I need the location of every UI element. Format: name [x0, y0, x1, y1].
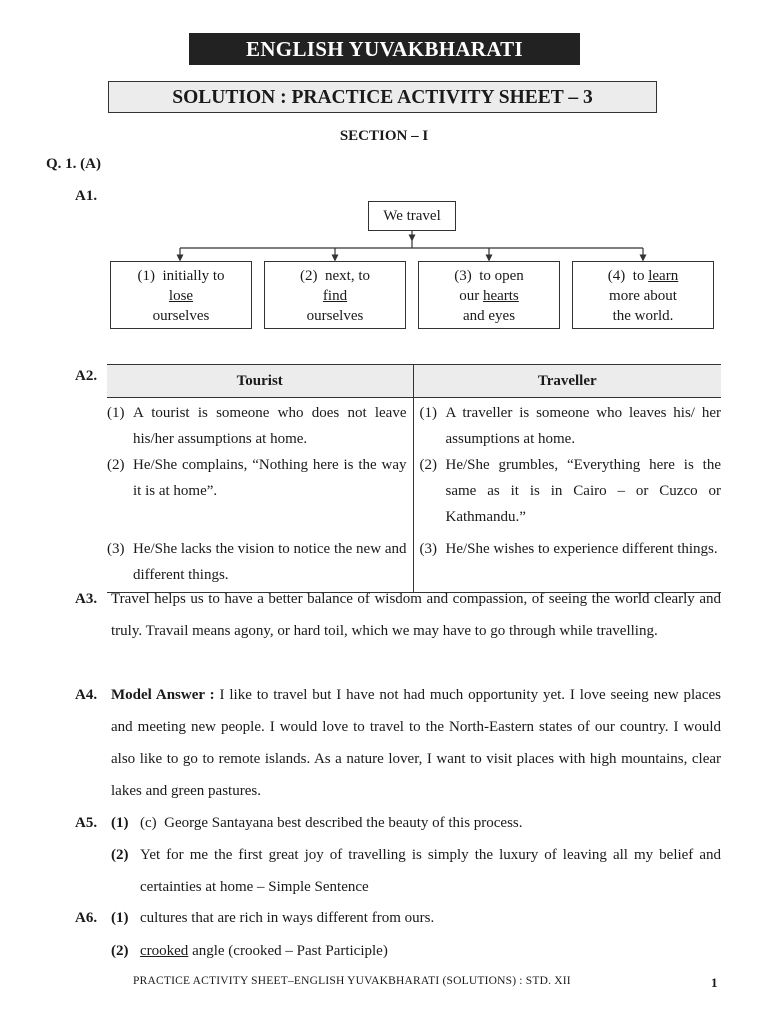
- a3-label: A3.: [75, 591, 98, 607]
- a4-label: A4.: [75, 687, 98, 703]
- diagram-root-node: We travel: [368, 201, 456, 231]
- question-label: Q. 1. (A): [46, 156, 101, 172]
- table-header-tourist: Tourist: [107, 365, 413, 398]
- a1-label: A1.: [75, 188, 98, 204]
- page-footer: PRACTICE ACTIVITY SHEET–ENGLISH YUVAKBHARATI (SOLUTIONS) : STD. XII: [133, 975, 571, 987]
- diagram-leaf-1: (1) initially to lose ourselves: [110, 261, 252, 329]
- diagram-leaf-3: (3) to open our hearts and eyes: [418, 261, 560, 329]
- a2-label: A2.: [75, 368, 98, 384]
- a5-item-1: (c) George Santayana best described the beauty of this process.: [140, 815, 523, 831]
- a5-item-1-num: (1): [111, 815, 129, 831]
- table-row: (3) He/She lacks the vision to notice the new and different things. (3) He/She wishes to experience different things.: [107, 536, 721, 593]
- table-header-traveller: Traveller: [413, 365, 721, 398]
- a6-label: A6.: [75, 910, 98, 926]
- document-title: ENGLISH YUVAKBHARATI: [189, 33, 580, 65]
- section-heading: SECTION – I: [339, 128, 429, 144]
- a6-item-1-num: (1): [111, 910, 129, 926]
- page-number: 1: [711, 975, 718, 990]
- document-subtitle: SOLUTION : PRACTICE ACTIVITY SHEET – 3: [108, 81, 657, 113]
- a5-item-2: Yet for me the first great joy of travelling is simply the luxury of leaving all my belief and certainties at home – Simple Sentence: [140, 847, 721, 895]
- a4-answer: Model Answer : I like to travel but I have not had much opportunity yet. I love seeing new places and meeting new people. I would love to travel to the North-Eastern states of our country. I would also like to go to remote islands. As a nature lover, I want to visit places with high mountains, clear lakes and green pastures.: [111, 687, 721, 799]
- a3-answer: Travel helps us to have a better balance of wisdom and compassion, of seeing the world clearly and truly. Travail means agony, or hard toil, which we may have to go through while travelling.: [111, 591, 721, 639]
- comparison-table: [107, 364, 721, 593]
- table-row: (1) A tourist is someone who does not leave his/her assumptions at home. (1) A traveller is someone who leaves his/ her assumptions at home.: [107, 398, 721, 453]
- a6-item-2-num: (2): [111, 943, 129, 959]
- a6-item-1: cultures that are rich in ways different from ours.: [140, 910, 435, 926]
- diagram-leaf-4: (4) to learn more about the world.: [572, 261, 714, 329]
- diagram-leaf-2: (2) next, to find ourselves: [264, 261, 406, 329]
- a5-label: A5.: [75, 815, 98, 831]
- diagram-connectors: [0, 0, 768, 270]
- a5-item-2-num: (2): [111, 847, 129, 863]
- table-row: (2) He/She complains, “Nothing here is the way it is at home”. (2) He/She grumbles, “Everything here is the same as it is in Cairo – or Cuzco or Kathmandu.”: [107, 452, 721, 536]
- a6-item-2: crooked angle (crooked – Past Participle): [140, 943, 388, 959]
